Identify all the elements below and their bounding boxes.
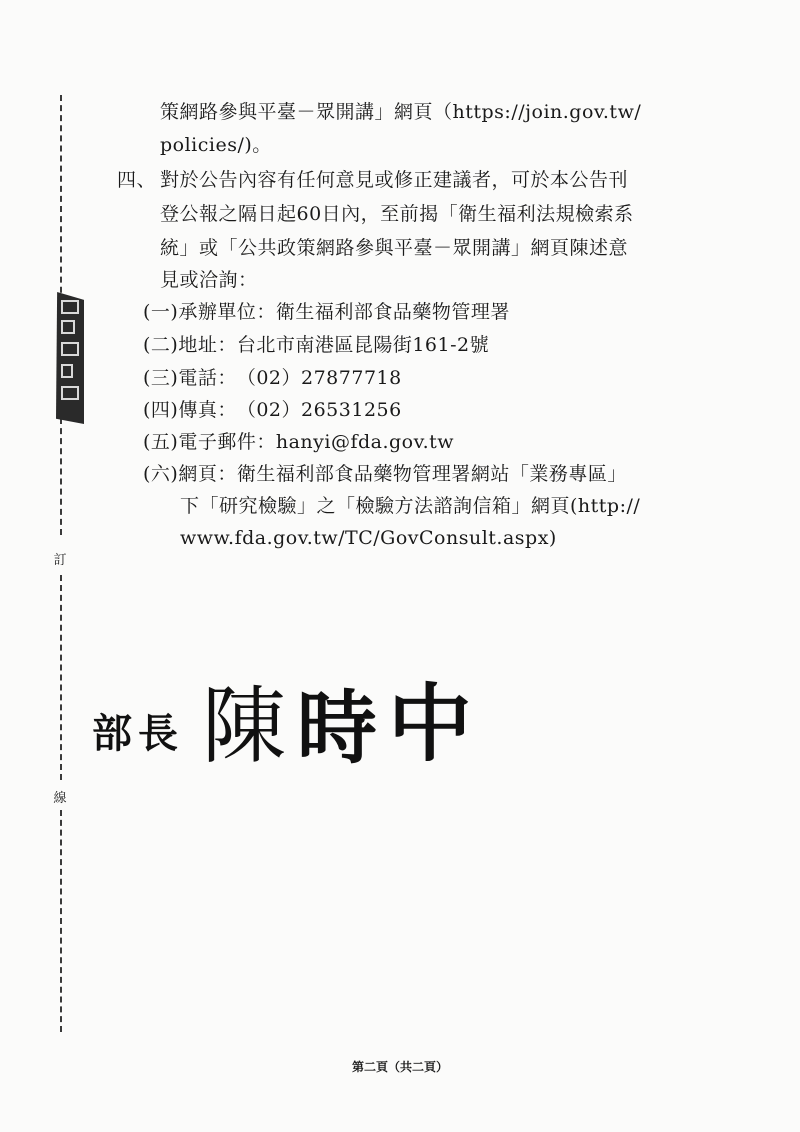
section-line: 見或洽詢： [160, 269, 258, 291]
section-line: 登公報之隔日起60日內，至前揭「衛生福利法規檢索系 [160, 203, 634, 225]
signature-name-char: 陳 [202, 677, 287, 775]
item-value: 衛生福利部食品藥物管理署網站「業務專區」 [236, 463, 627, 485]
item-value: 台北市南港區昆陽街161-2號 [236, 334, 490, 356]
item-value: （02）26531256 [236, 399, 402, 421]
item-label: (六)網頁： [143, 463, 237, 485]
list-item [143, 300, 510, 324]
section-line: 對於公告內容有任何意見或修正建議者，可於本公告刊 [160, 169, 629, 191]
page-number: 第二頁（共二頁） [351, 1060, 448, 1074]
item-label: (一)承辦單位： [143, 301, 276, 323]
item-value: （02）27877718 [236, 367, 402, 389]
item-label: (四)傳真： [143, 399, 237, 421]
item-value: 衛生福利部食品藥物管理署 [275, 301, 510, 323]
binding-line [60, 810, 62, 1032]
continuation-line: policies/)。 [160, 134, 272, 156]
list-item-continuation: 下「研究檢驗」之「檢驗方法諮詢信箱」網頁(http:// [180, 495, 641, 517]
list-item [143, 430, 454, 454]
item-label: (二)地址： [143, 334, 237, 356]
item-label: (三)電話： [143, 367, 237, 389]
list-item [143, 366, 402, 390]
item-value: hanyi@fda.gov.tw [275, 431, 455, 453]
official-seal-stamp [56, 292, 84, 424]
signature-name-char: 中 [388, 674, 473, 773]
list-item [143, 398, 402, 422]
binding-line [60, 575, 62, 780]
binding-mark-ding: 訂 [50, 552, 70, 570]
section-marker: 四、 [117, 169, 157, 191]
signature-title-char: 長 [138, 710, 178, 757]
list-item [143, 462, 627, 486]
minister-signature [92, 674, 482, 788]
list-item-continuation: www.fda.gov.tw/TC/GovConsult.aspx) [180, 527, 557, 549]
continuation-line: 策網路參與平臺－眾開講」網頁（https://join.gov.tw/ [160, 101, 642, 123]
list-item [143, 333, 489, 357]
binding-mark-xian: 線 [50, 790, 70, 808]
signature-title-char: 部 [92, 710, 132, 757]
item-label: (五)電子郵件： [143, 431, 276, 453]
section-line: 統」或「公共政策網路參與平臺－眾開講」網頁陳述意 [160, 237, 629, 259]
signature-name-char: 時 [297, 681, 377, 775]
